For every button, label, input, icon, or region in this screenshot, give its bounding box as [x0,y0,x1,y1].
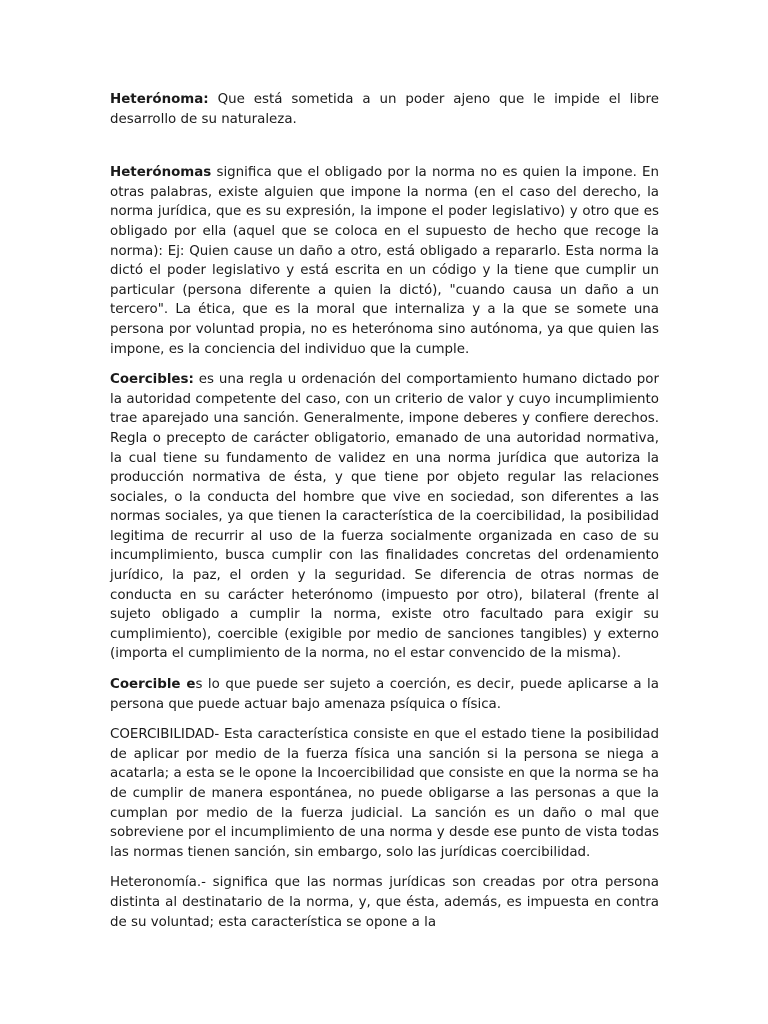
definition-heteronomia: Heteronomía.- significa que las normas jurídicas son creadas por otra persona distinta al destinatario de la norma, y, que ésta, además, es impuesta en contra de su voluntad; esta característica se opone a la [110,875,659,930]
paragraph-heteronoma [110,90,659,129]
paragraph-coercibilidad [110,725,659,862]
definition-heteronomas: significa que el obligado por la norma no es quien la impone. En otras palabras, existe alguien que impone la norma (en el caso del derecho, la norma jurídica, que es su expresión, la impone el poder legislativo) y otro que es obligado por ella (aquel que se coloca en el supuesto de hecho que recoge la norma): Ej: Quien cause un daño a otro, está obligado a repararlo. Esta norma la dictó el poder legislativo y está escrita en un código y la tiene que cumplir un particular (persona diferente a quien la dictó), "cuando causa un daño a un tercero". La ética, que es la moral que internaliza y a la que se somete una persona por voluntad propia, no es heterónoma sino autónoma, ya que quien las impone, es la conciencia del individuo que la cumple. [110,165,659,357]
definition-coercibles: es una regla u ordenación del comportamiento humano dictado por la autoridad competente del caso, con un criterio de valor y cuyo incumplimiento trae aparejado una sanción. Generalmente, impone deberes y confiere derechos. Regla o precepto de carácter obligatorio, emanado de una autoridad normativa, la cual tiene su fundamento de validez en una norma jurídica que autoriza la producción normativa de ésta, y que tiene por objeto regular las relaciones sociales, o la conducta del hombre que vive en sociedad, son diferentes a las normas sociales, ya que tienen la característica de la coercibilidad, la posibilidad legitima de recurrir al uso de la fuerza socialmente organizada en caso de su incumplimiento, busca cumplir con las finalidades concretas del ordenamiento jurídico, la paz, el orden y la seguridad. Se diferencia de otras normas de conducta en su carácter heterónomo (impuesto por otro), bilateral (frente al sujeto obligado a cumplir la norma, existe otro facultado para exigir su cumplimiento), coercible (exigible por medio de sanciones tangibles) y externo (importa el cumplimiento de la norma, no el estar convencido de la misma). [110,372,659,662]
term-heteronomas: Heterónomas [110,165,212,181]
term-coercible: Coercible e [110,677,196,693]
paragraph-coercible [110,675,659,714]
definition-coercibilidad: COERCIBILIDAD- Esta característica consiste en que el estado tiene la posibilidad de aplicar por medio de la fuerza física una sanción si la persona se niega a acatarla; a esta se le opone la Incoercibilidad que consiste en que la norma se ha de cumplir de manera espontánea, no puede obligarse a las personas a que la cumplan por medio de la fuerza judicial. La sanción es un daño o mal que sobreviene por el incumplimiento de una norma y desde ese punto de vista todas las normas tienen sanción, sin embargo, solo las jurídicas coercibilidad. [110,727,659,860]
paragraph-coercibles [110,370,659,664]
paragraph-heteronomas [110,163,659,359]
definition-heteronoma: Que está sometida a un poder ajeno que le impide el libre desarrollo de su naturaleza. [110,92,659,127]
term-coercibles: Coercibles: [110,372,194,388]
paragraph-spacer [110,129,659,163]
term-heteronoma: Heterónoma: [110,92,209,107]
paragraph-heteronomia [110,873,659,932]
document-body [110,90,659,932]
definition-coercible: s lo que puede ser sujeto a coerción, es decir, puede aplicarse a la persona que puede actuar bajo amenaza psíquica o física. [110,677,659,712]
